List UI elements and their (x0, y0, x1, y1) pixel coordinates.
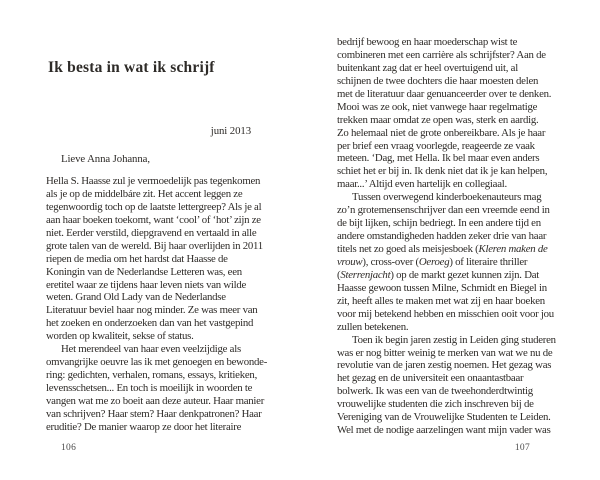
page-body-text-right: bedrijf bewoog en haar moederschap wist te combineren met een carrière als schrijfster? Aan de buitenkant zag dat er heel overtuigend uit, al schijnen de twee dochters die haar moesten delen met de literatuur daar genuanceerder over te denken. Mooi was ze ook, niet vanwege haar regelmatige trekken maar omdat ze open was, sterk en aardig. Zo helemaal niet de grote onbereikbare. Als je haar per brief een vraag voorlegde, reageerde ze vaak meteen. ‘Dag, met Hella. Ik bel maar even anders schiet het er bij in. Ik denk niet dat ik je kan helpen, maar...’ Altijd even hartelijk en collegiaal. Tussen overwegend kinderboekenauteurs mag zo’n grotemensenschrijver dan een vreemde eend in de bijt lijken, schijn bedriegt. In een andere tijd en andere omstandigheden hadden zeker drie van haar titels net zo goed als meisjesboek (Kleren maken de vrouw), cross-over (Oeroeg) of literaire thriller (Sterrenjacht) op de markt gezet kunnen zijn. Dat Haasse gewoon tussen Milne, Schmidt en Biegel in zit, heeft alles te maken met wat zij en haar boeken voor mij betekend hebben en misschien ooit voor jou zullen betekenen. Toen ik begin jaren zestig in Leiden ging studeren was er nog bitter weinig te merken van wat we nu de revolutie van de jaren zestig noemen. Het gezag was het gezag en de universiteit een onaantastbaar bolwerk. Ik was een van de tweehonderdtwintig vrouwelijke studenten die zich inschreven bij de Vereniging van de Vrouwelijke Studenten te Leiden. Wel met de nodige aarzelingen want mijn vader was (337, 36, 556, 437)
letter-date: juni 2013 (210, 125, 251, 137)
page-left (46, 0, 268, 480)
page-body-text-left: Hella S. Haasse zul je vermoedelijk pas tegenkomen als je op de middelbáre zit. Het accent leggen ze tegenwoordig toch op de laatste lettergreep? Als je al aan haar boeken toekomt, want ‘cool’ of ‘hot’ zijn ze niet. Eerder verstild, diepgravend en vertaald in alle grote talen van de wereld. Bij haar overlijden in 2011 riepen de media om het hardst dat Haasse de Koningin van de Nederlandse Letteren was, een eretitel waar ze tijdens haar leven niets van wilde weten. Grand Old Lady van de Nederlandse Literatuur beviel haar nog minder. Ze was meer van het zoeken en onderzoeken dan van het vastgepind worden op kwaliteit, sekse of status. Het merendeel van haar even veelzijdige als omvangrijke oeuvre las ik met genoegen en bewonde- ring: gedichten, verhalen, romans, essays, kritieken, levensschetsen... En toch is moeilijk in woorden te vangen wat me zo boeit aan deze auteur. Haar manier van schrijven? Haar stem? Haar denkpatronen? Haar eruditie? De manier waarop ze door het literaire (46, 175, 268, 433)
page-right (337, 0, 556, 480)
page-number-right: 107 (514, 443, 530, 453)
chapter-title: Ik besta in wat ik schrijf (48, 59, 215, 76)
letter-salutation: Lieve Anna Johanna, (61, 153, 150, 165)
page-number-left: 106 (61, 443, 77, 453)
